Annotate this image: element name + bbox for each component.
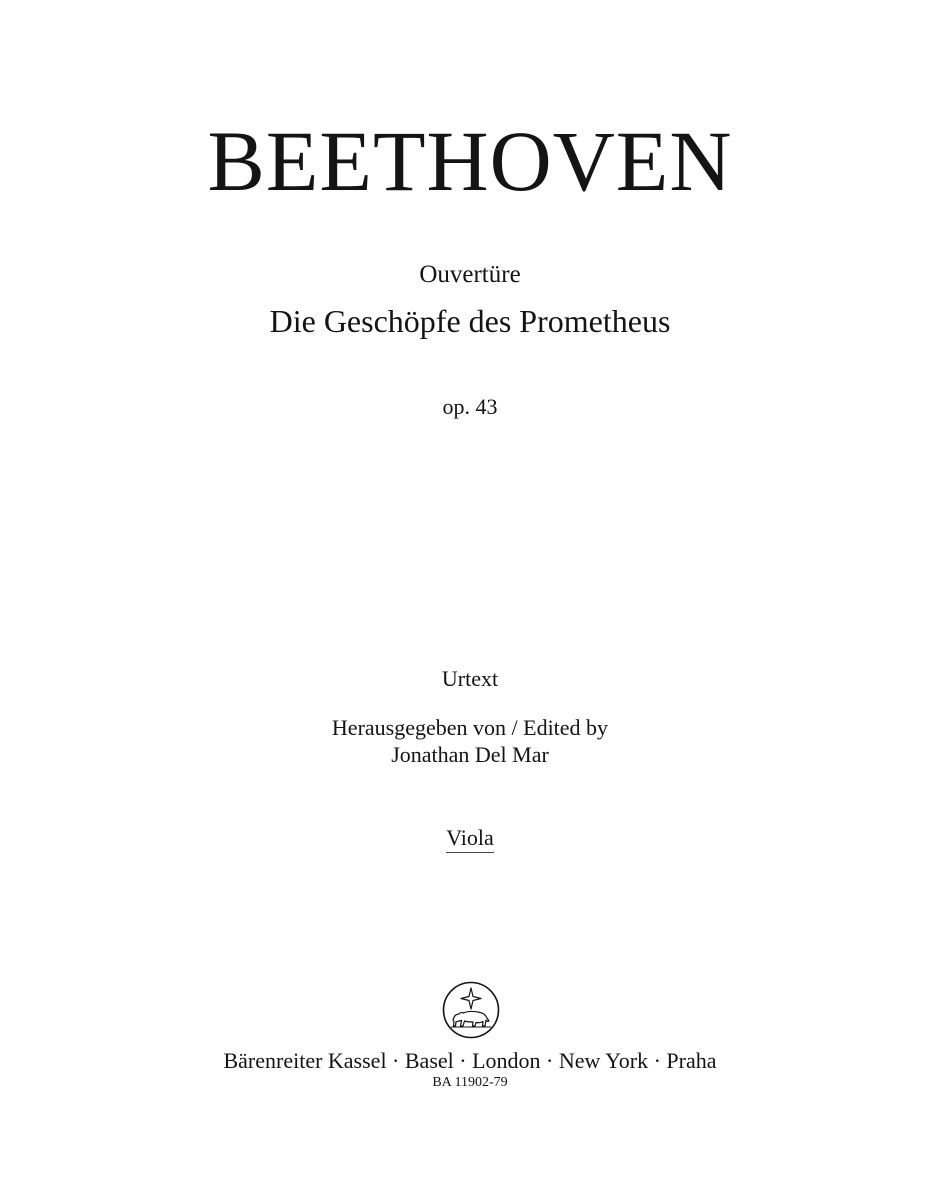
part-name	[0, 827, 940, 853]
opus-number: op. 43	[442, 394, 498, 419]
catalog-number: BA 11902-79	[432, 1075, 508, 1090]
baerenreiter-bear-star-logo-icon	[441, 980, 501, 1040]
composer-name: BEETHOVEN	[207, 113, 733, 209]
edition-label: Urtext	[441, 666, 499, 691]
publisher-imprint: Bärenreiter Kassel · Basel · London · New York · Praha	[223, 1048, 717, 1073]
work-title: Die Geschöpfe des Prometheus	[269, 303, 671, 339]
editor-name: Jonathan Del Mar	[391, 742, 549, 767]
editor-label: Herausgegeben von / Edited by	[331, 715, 609, 740]
work-type: Ouvertüre	[419, 261, 521, 288]
part-label: Viola	[446, 827, 494, 853]
